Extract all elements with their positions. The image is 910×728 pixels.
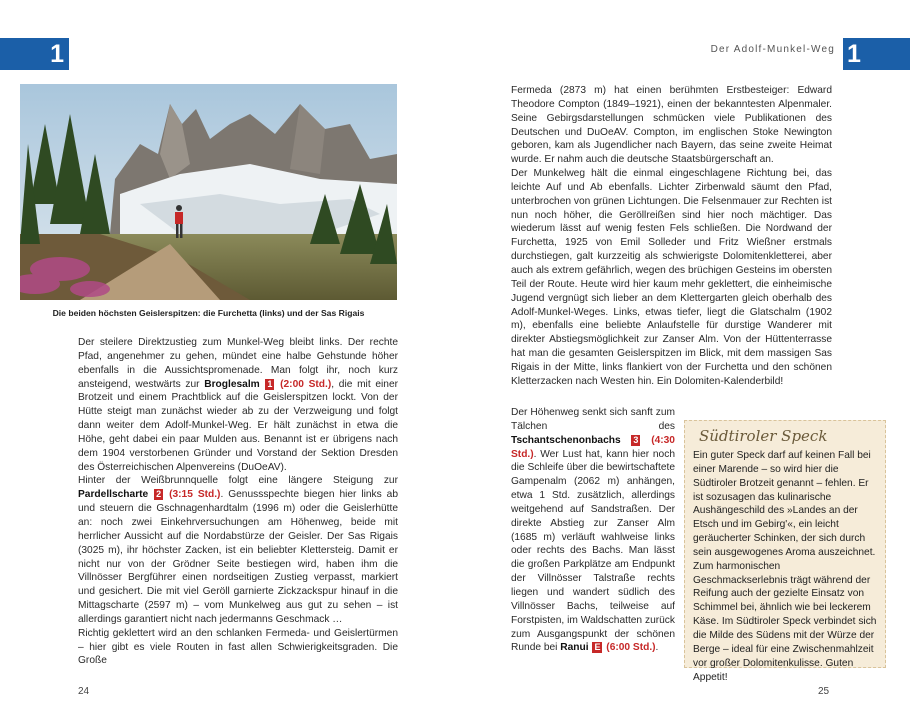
right-column	[511, 84, 832, 389]
mountain-photo	[20, 84, 397, 300]
place-broglesalm: Broglesalm	[204, 378, 260, 390]
info-box-body: Ein guter Speck darf auf keinen Fall bei einer Marende – so wird hier die Südtiroler Brotzeit genannt – fehlen. Er ist sozusagen das kulinarische Aushängeschild des »Landes an der Etsch und im Gebirg'«, ein leicht geräucherter Schinken, der sich durch sein ausgewogenes Aroma auszeichnet. Zum harmonischen Geschmackserlebnis trägt während der Reifung auch der gezielte Einsatz von Schimmel bei, ähnlich wie bei leckerem Käse. Im Südtiroler Speck verbindet sich die Milde des Südens mit der Würze der Berge – ideal für eine Zwischenmahlzeit vor großer Dolomitenkulisse. Guten Appetit!	[693, 450, 877, 683]
waypoint-badge: 3	[633, 434, 639, 445]
place-ranui: Ranui	[560, 642, 589, 654]
paragraph: Richtig geklettert wird an den schlanken Fermeda- und Geislertürmen – hier gibt es viele Routen in fast allen Schwierigkeitsgraden. Die Große	[78, 627, 398, 667]
paragraph: Hinter der Weißbrunnquelle folgt eine längere Steigung zur Pardellscharte 2 (3:15 Std.). Genussspechte biegen hier links ab und steuern die Gschnagenhardtalm (1996 m) oder die Geislerhütte an: noch zwei Einkehrversuchungen am Höhenweg, beide mit herrlicher Aussicht auf die Nordabstürze der Geisler. Der Sas Rigais (3025 m), ihr höchster Zacken, ist ein beliebter Klettersteig. Damit er nicht nur von der Grödner Seite bestiegen wird, haben ihm die Villnösser Bergführer einen nordseitigen Zustieg verpasst, markiert und gesichert. Die mit viel Geröll garnierte Zickzackspur hinauf in die Mittagscharte (2597 m) – vom Munkelweg aus gut zu sehen – ist allerdings garantiert nicht nach jedermanns Geschmack …	[78, 475, 398, 625]
walk-time: (4:30 Std.)	[511, 434, 675, 460]
place-pardellscharte: Pardellscharte	[78, 489, 149, 501]
photo-caption: Die beiden höchsten Geislerspitzen: die Furchetta (links) und der Sas Rigais	[52, 308, 365, 318]
page-number-right: 25	[818, 686, 830, 697]
left-column	[78, 336, 398, 668]
waypoint-badge: 2	[156, 489, 162, 500]
paragraph: Der steilere Direktzustieg zum Munkel-Weg bleibt links. Der rechte Pfad, angenehmer zu gehen, mündet eine halbe Gehstunde höher ebenfalls in die Aussichtspromenade. Man folgt ihr, noch kurz ansteigend, westwärts zur Broglesalm 1 (2:00 Std.), die mit einer Brotzeit und einem Prachtblick auf die Geislerspitzen lockt. Von der Hütte steigt man zunächst wieder ab zu der Verzweigung und folgt dann weiter dem Adolf-Munkel-Weg. Er hält zunächst in etwa die Höhe, geht dabei ein paar Mulden aus. Benannt ist er übrigens nach dem 1904 verstorbenen Gründer und Vorstand der Sektion Dresden des Österreichischen Alpenvereins (DuOeAV).	[78, 337, 398, 473]
page-number-left: 24	[78, 686, 90, 697]
right-narrow-column	[511, 406, 675, 655]
dolomites-illustration	[20, 84, 397, 300]
place-tschantschenonbach: Tschantschenonbachs	[511, 434, 621, 446]
waypoint-badge: 1	[267, 378, 273, 389]
running-head: Der Adolf-Munkel-Weg	[710, 44, 835, 55]
info-box-speck	[684, 420, 886, 683]
paragraph: Fermeda (2873 m) hat einen berühmten Erstbesteiger: Edward Theodore Compton (1849–1921), einen der bekanntesten Alpenmaler. Seine Gebirgsdarstellungen schmücken viele Publikationen des Deutschen und DuOeAV. Compton, im englischen Stoke Newington geboren, kam als Jugendlicher nach Bayern, das seine zweite Heimat wurde. Er nahm auch die deutsche Staatsbürgerschaft an.	[511, 85, 832, 166]
walk-time: (6:00 Std.)	[606, 642, 656, 654]
paragraph: Der Höhenweg senkt sich sanft zum Tälchen des Tschantschenonbachs 3 (4:30 Std.). Wer Lust hat, kann hier noch die Schleife über die bewirtschaftete Gampenalm (2062 m) anhängen, etwa 1 Std. zusätzlich, allerdings weitgehend auf Sandstraßen. Der direkte Abstieg zur Zanser Alm (1685 m) verläuft wahlweise links oder rechts des Bachs. Man lässt die großen Parkplätze am Endpunkt der Villnösser Talstraße rechts liegen und wandert südlich des Villnösser Bachs, teilweise auf Forstpisten, im Waldschatten zurück zum Ausgangspunkt der schönen Runde bei Ranui E (6:00 Std.).	[511, 407, 675, 654]
walk-time: (3:15 Std.)	[169, 489, 221, 501]
info-box-title: Südtiroler Speck	[699, 427, 828, 445]
paragraph: Der Munkelweg hält die einmal eingeschlagene Richtung bei, das leichte Auf und Ab ebenfalls. Lichter Zirbenwald säumt den Pfad, unterbrochen von grünen Lichtungen. Die Felsenmauer zur Rechten ist nun noch höher, die Geröllreißen sind hier noch mächtiger. Das wiederum lässt auf wenig festen Fels schließen. Die Nordwand der Furchetta, 1925 von Emil Solleder und Fritz Wießner erstmals durchstiegen, galt kurzzeitig als schwierigste Dolomitenkletterei, aber auch als extrem gefährlich, wegen des brüchigen Gesteins im obersten Teil der Route. Heute wird hier kaum mehr geklettert, die einheimische Jugend vergnügt sich lieber an dem Klettergarten gleich oberhalb des Adolf-Munkel-Weges. Links, etwas tiefer, liegt die Glatschalm (1902 m), ebenfalls eine beliebte Anlaufstelle für durstige Wanderer mit direkter Abstiegsmöglichkeit zur Zanser Alm. Von der Hüttenterrasse hat man die gesamten Geislerspitzen im Blick, mit dem massigen Sas Rigais in der Mitte, links flankiert von der Furchetta und den schönen Kletterzacken nach Westen hin. Ein Dolomiten-Kalenderbild!	[511, 168, 832, 387]
waypoint-badge: E	[594, 642, 601, 653]
walk-time: (2:00 Std.)	[280, 378, 332, 390]
chapter-tab-left: 1	[0, 38, 69, 70]
chapter-tab-right: 1	[843, 38, 910, 70]
